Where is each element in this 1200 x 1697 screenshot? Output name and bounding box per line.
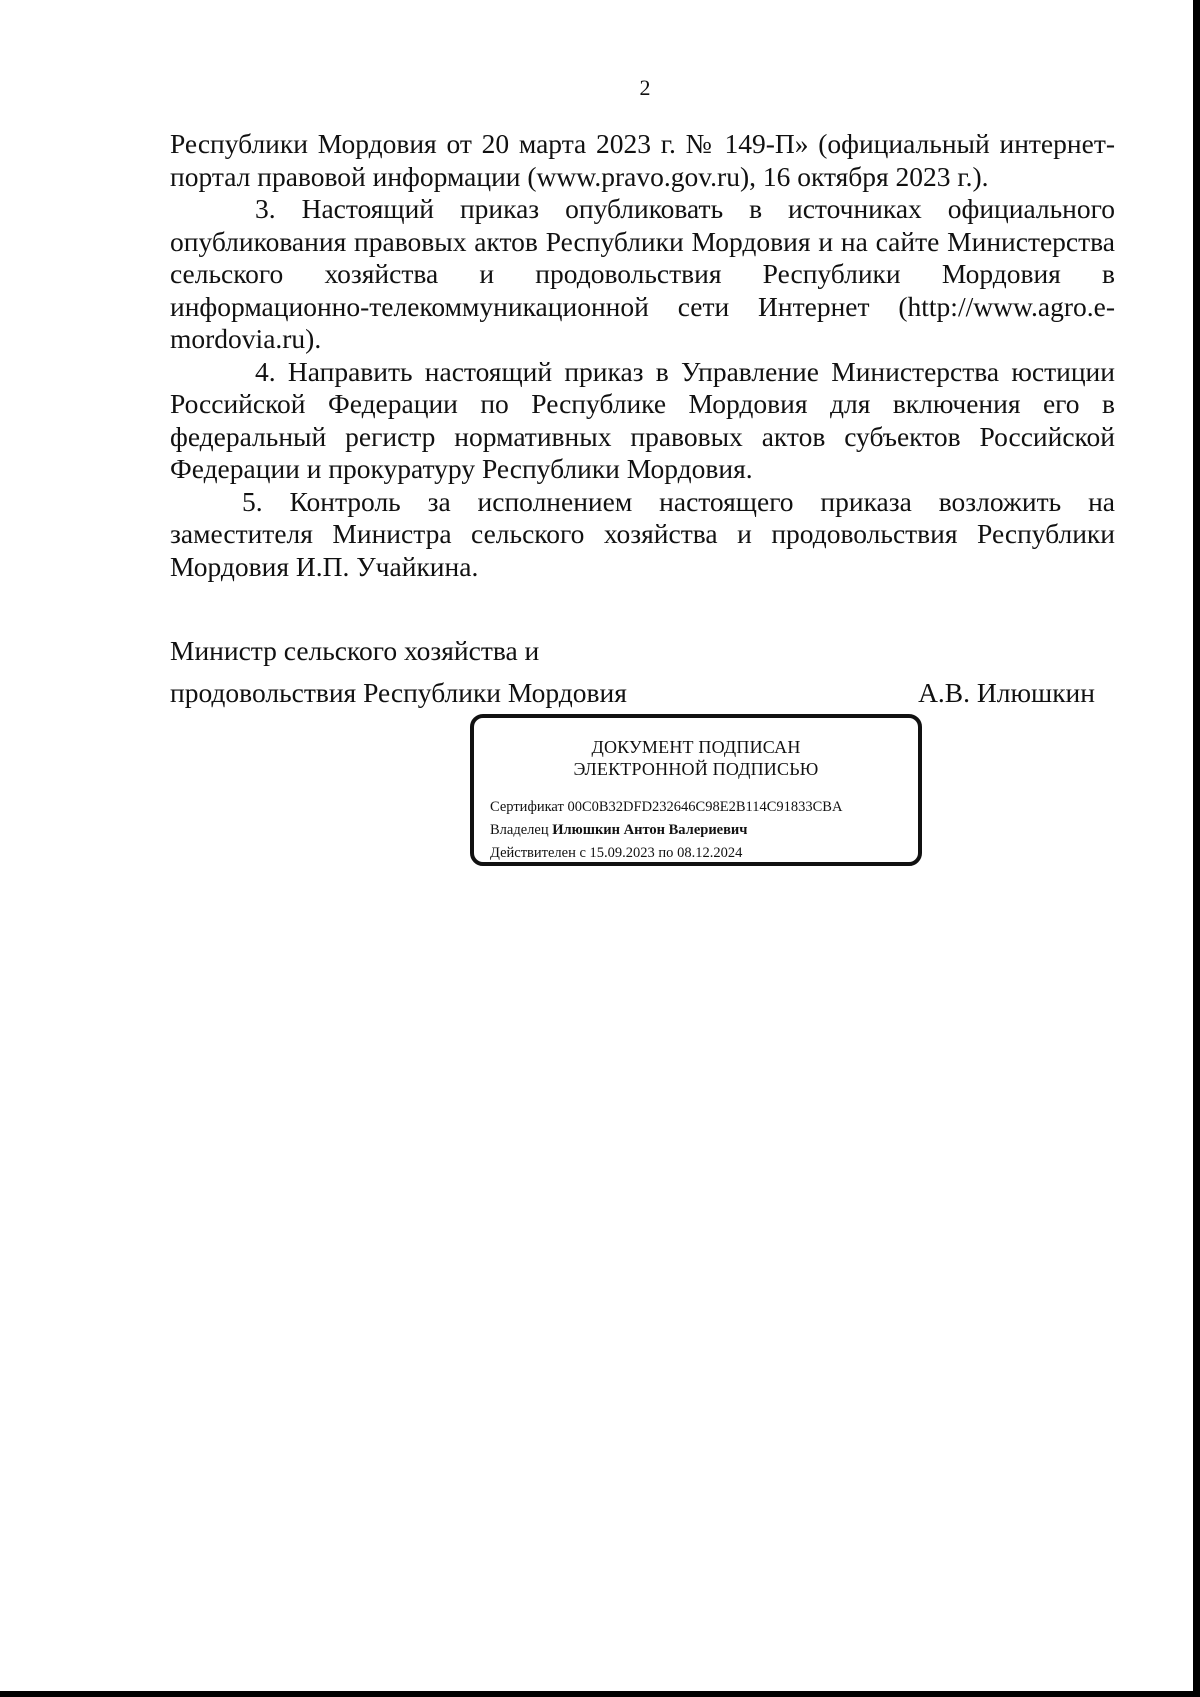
stamp-title-line-2: ЭЛЕКТРОННОЙ ПОДПИСЬЮ [573,759,819,779]
valid-from: 15.09.2023 [589,845,655,861]
valid-label: Действителен с [490,845,586,861]
document-body [170,128,1115,583]
owner-label: Владелец [490,822,549,838]
paragraph-item-3: 3. Настоящий приказ опубликовать в источниках официального опубликования правовых актов Республики Мордовия и на сайте Министерства сельского хозяйства и продовольствия Республики Мордовия в информационно-телекоммуникационной сети Интернет (http://www.agro.e-mordovia.ru). [170,193,1115,354]
valid-to-label: по [658,845,674,861]
signatory-position-line-2: продовольствия Республики Мордовия [170,677,627,708]
paragraph-item-5: 5. Контроль за исполнением настоящего приказа возложить на заместителя Министра сельского хозяйства и продовольствия Республики Мордовия И.П. Учайкина. [170,485,1115,582]
stamp-owner-row [490,819,842,842]
certificate-label: Сертификат [490,799,564,815]
stamp-title-line-1: ДОКУМЕНТ ПОДПИСАН [591,737,801,757]
stamp-validity-row [490,842,842,865]
stamp-title [474,736,918,780]
electronic-signature-stamp [470,714,922,866]
scan-border-right [1193,0,1200,1697]
stamp-details [490,796,842,865]
owner-value: Илюшкин Антон Валериевич [552,822,748,838]
page-number: 2 [639,75,651,100]
signatory-name: А.В. Илюшкин [918,677,1095,708]
paragraph-continuation: Республики Мордовия от 20 марта 2023 г. № 149-П» (официальный интернет-портал правовой информации (www.pravo.gov.ru), 16 октября 2023 г.). [170,128,1115,192]
stamp-certificate-row [490,796,842,819]
signature-block [170,630,1095,714]
scan-border-bottom [0,1691,1200,1697]
paragraph-item-4: 4. Направить настоящий приказ в Управление Министерства юстиции Российской Федерации по Республике Мордовия для включения его в федеральный регистр нормативных правовых актов субъектов Российской Федерации и прокуратуру Республики Мордовия. [170,355,1115,484]
certificate-value: 00C0B32DFD232646C98E2B114C91833CBA [567,799,843,815]
signatory-position-line-1: Министр сельского хозяйства и [170,635,540,666]
valid-to: 08.12.2024 [677,845,743,861]
